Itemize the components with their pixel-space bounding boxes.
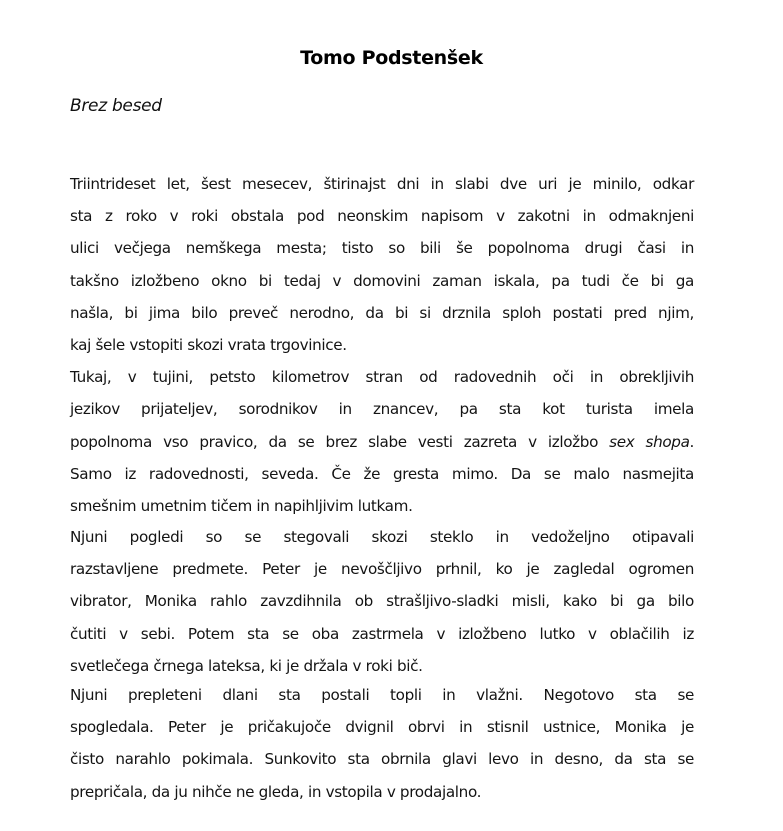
text-line: čisto narahlo pokimala. Sunkovito sta obrnila glavi levo in desno, da sta se (70, 750, 694, 769)
text-line: Triintrideset let, šest mesecev, štirinajst dni in slabi dve uri je minilo, odkar (70, 175, 694, 193)
text-segment: . (689, 432, 695, 451)
text-segment: popolnoma vso pravico, da se brez slabe vesti zazreta v izložbo (70, 432, 599, 451)
text-line: takšno izložbeno okno bi tedaj v domovini zaman iskala, pa tudi če bi ga (70, 271, 694, 290)
paragraph-2 (70, 361, 694, 522)
text-line: prepričala, da ju nihče ne gleda, in vstopila v prodajalno. (70, 782, 482, 801)
text-line: svetlečega črnega lateksa, ki je držala v roki bič. (70, 656, 423, 675)
italic-word: sex (609, 432, 635, 451)
text-line: vibrator, Monika rahlo zavzdihnila ob strašljivo-sladki misli, kako bi ga bilo (70, 592, 694, 611)
text-line: ulici večjega nemškega mesta; tisto so bili še popolnoma drugi časi in (70, 239, 694, 258)
paragraph-3 (70, 521, 694, 682)
paragraph-1 (70, 168, 694, 361)
italic-word: shopa (645, 432, 690, 451)
text-line: smešnim umetnim tičem in napihljivim lutkam. (70, 496, 413, 515)
story-body (70, 168, 694, 808)
text-line: Samo iz radovednosti, seveda. Če že gresta mimo. Da se malo nasmejita (70, 464, 694, 483)
text-line: Njuni pogledi so se stegovali skozi steklo in vedoželjno otipavali (70, 528, 694, 547)
text-line: Tukaj, v tujini, petsto kilometrov stran od radovednih oči in obrekljivih (70, 368, 694, 387)
text-line: razstavljene predmete. Peter je nevoščljivo prhnil, ko je zagledal ogromen (70, 560, 694, 579)
text-line: spogledala. Peter je pričakujoče dvignil obrvi in stisnil ustnice, Monika je (70, 718, 694, 737)
text-line: našla, bi jima bilo preveč nerodno, da bi si drznila sploh postati pred njim, (70, 303, 694, 322)
text-line: kaj šele vstopiti skozi vrata trgovinice. (70, 335, 347, 354)
author-name: Tomo Podstenšek (300, 47, 483, 69)
text-line: čutiti v sebi. Potem sta se oba zastrmela v izložbeno lutko v oblačilih iz (70, 624, 694, 643)
story-title: Brez besed (70, 96, 162, 116)
text-line: jezikov prijateljev, sorodnikov in znancev, pa sta kot turista imela (70, 400, 694, 419)
paragraph-4 (70, 679, 694, 808)
text-line-mixed (70, 426, 694, 458)
text-line: Njuni prepleteni dlani sta postali topli in vlažni. Negotovo sta se (70, 686, 694, 704)
text-line: sta z roko v roki obstala pod neonskim napisom v zakotni in odmaknjeni (70, 207, 694, 226)
